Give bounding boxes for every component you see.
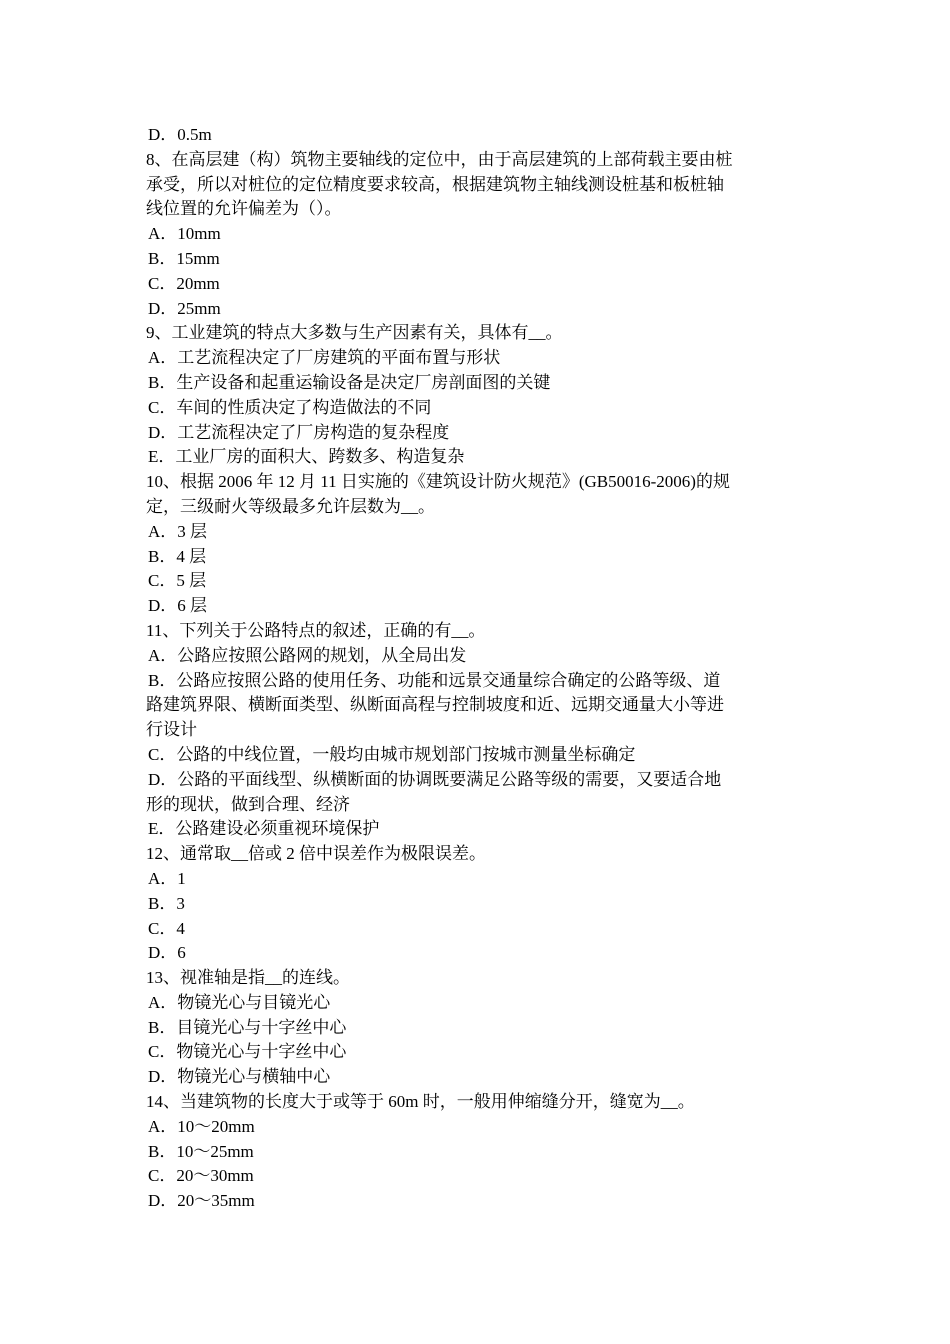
question-8-option-c: C．20mm	[148, 273, 220, 293]
question-12-option-d: D．6	[148, 943, 186, 963]
question-13-option-b: B．目镜光心与十字丝中心	[148, 1017, 347, 1037]
question-11-option-c: C．公路的中线位置，一般均由城市规划部门按城市测量坐标确定	[148, 744, 636, 764]
question-14-text: 14、当建筑物的长度大于或等于 60m 时，一般用伸缩缝分开，缝宽为__。	[146, 1092, 695, 1112]
question-9-option-d: D．工艺流程决定了厂房构造的复杂程度	[148, 422, 450, 442]
question-10-text-line-2: 定，三级耐火等级最多允许层数为__。	[146, 496, 435, 516]
question-9-text: 9、工业建筑的特点大多数与生产因素有关，具体有__。	[146, 323, 563, 343]
question-10-text-line-1: 10、根据 2006 年 12 月 11 日实施的《建筑设计防火规范》(GB50016-2006)的规	[146, 472, 730, 492]
question-13-option-d: D．物镜光心与横轴中心	[148, 1067, 331, 1087]
question-10-option-c: C．5 层	[148, 571, 207, 591]
question-8-option-d: D．25mm	[148, 298, 221, 318]
question-11-option-d-line-1: D．公路的平面线型、纵横断面的协调既要满足公路等级的需要，又要适合地	[148, 769, 722, 789]
question-10	[146, 470, 808, 619]
question-8-text-line-1: 8、在高层建（构）筑物主要轴线的定位中，由于高层建筑的上部荷载主要由桩	[146, 149, 733, 169]
question-8-text-line-3: 线位置的允许偏差为（）。	[146, 199, 342, 219]
question-10-option-a: A．3 层	[148, 521, 208, 541]
question-12	[146, 842, 808, 966]
question-13	[146, 966, 808, 1090]
question-8-option-b: B．15mm	[148, 248, 220, 268]
document-page	[146, 123, 808, 1214]
question-8-option-a: A．10mm	[148, 224, 221, 244]
question-11-option-e: E．公路建设必须重视环境保护	[148, 819, 380, 839]
question-11-option-b-line-1: B．公路应按照公路的使用任务、功能和远景交通量综合确定的公路等级、道	[148, 670, 721, 690]
question-14-option-d: D．20～35mm	[148, 1191, 255, 1211]
question-11-option-a: A．公路应按照公路网的规划，从全局出发	[148, 645, 467, 665]
question-11-option-d-line-2: 形的现状，做到合理、经济	[146, 794, 350, 814]
question-13-option-c: C．物镜光心与十字丝中心	[148, 1042, 347, 1062]
question-14	[146, 1090, 808, 1214]
question-9-option-c: C．车间的性质决定了构造做法的不同	[148, 397, 432, 417]
question-12-option-b: B．3	[148, 893, 185, 913]
question-11-option-b-line-2: 路建筑界限、横断面类型、纵断面高程与控制坡度和近、远期交通量大小等进	[146, 695, 724, 715]
question-8	[146, 148, 808, 322]
question-11	[146, 619, 808, 842]
question-8-text-line-2: 承受，所以对桩位的定位精度要求较高，根据建筑物主轴线测设桩基和板桩轴	[146, 174, 724, 194]
question-14-option-c: C．20～30mm	[148, 1166, 254, 1186]
question-11-option-b-line-3: 行设计	[146, 720, 197, 740]
question-9-option-b: B．生产设备和起重运输设备是决定厂房剖面图的关键	[148, 372, 551, 392]
question-10-option-b: B．4 层	[148, 546, 207, 566]
question-12-option-c: C．4	[148, 918, 185, 938]
question-10-option-d: D．6 层	[148, 596, 208, 616]
question-12-option-a: A．1	[148, 868, 186, 888]
question-11-text: 11、下列关于公路特点的叙述，正确的有__。	[146, 620, 486, 640]
option-d-prev-question: D．0.5m	[148, 125, 212, 144]
question-14-option-a: A．10～20mm	[148, 1116, 255, 1136]
question-9-option-a: A．工艺流程决定了厂房建筑的平面布置与形状	[148, 348, 501, 368]
question-9-option-e: E．工业厂房的面积大、跨数多、构造复杂	[148, 447, 465, 467]
question-13-option-a: A．物镜光心与目镜光心	[148, 992, 331, 1012]
question-9	[146, 321, 808, 470]
question-14-option-b: B．10～25mm	[148, 1141, 254, 1161]
question-12-text: 12、通常取__倍或 2 倍中误差作为极限误差。	[146, 844, 486, 864]
question-13-text: 13、视准轴是指__的连线。	[146, 968, 350, 988]
